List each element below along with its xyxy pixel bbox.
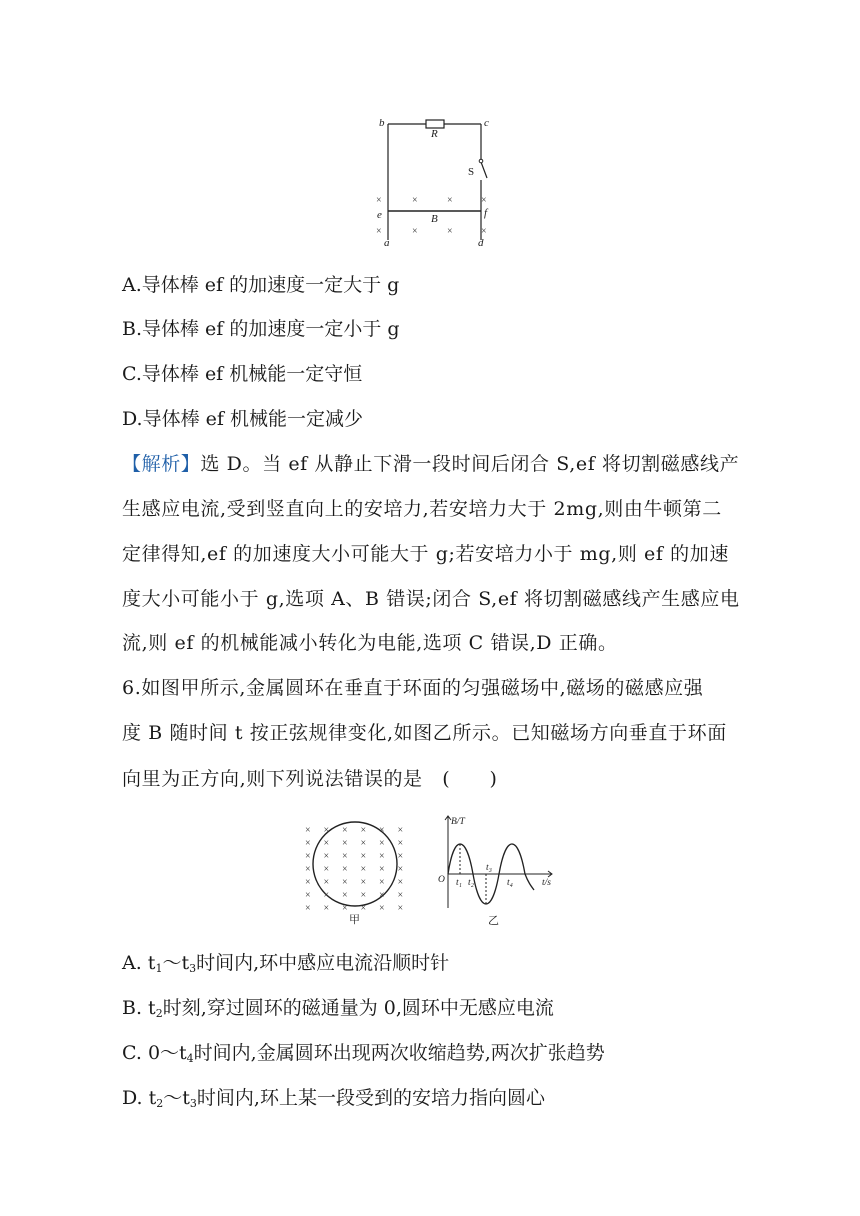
q6-option-d: D. $t_2\sim t_3$时间内,环上某一段受到的安培力指向圆心 — [122, 1087, 545, 1110]
field-cross: × — [305, 851, 311, 862]
q6-stem-line-1: 6.如图甲所示,金属圆环在垂直于环面的匀强磁场中,磁场的磁感应强 — [122, 677, 704, 699]
field-cross: × — [323, 890, 330, 901]
field-cross: × — [323, 851, 330, 862]
field-cross: × — [305, 838, 311, 849]
q6-option-b: B. $t_2$时刻,穿过圆环的磁通量为 0,圆环中无感应电流 — [122, 997, 554, 1020]
tick-t1: t₁ — [456, 878, 462, 888]
q6-stem-line-3: 向里为正方向,则下列说法错误的是 ( ) — [122, 768, 498, 790]
x-axis-label: t/s — [542, 878, 551, 888]
field-cross: × — [360, 838, 367, 849]
label-c: c — [484, 117, 489, 129]
field-cross: × — [379, 838, 385, 849]
label-S: S — [468, 166, 475, 178]
field-cross: × — [360, 877, 367, 888]
analysis-line-5: 流,则 ef 的机械能减小转化为电能,选项 C 错误,D 正确。 — [122, 632, 618, 654]
y-axis-label: B/T — [451, 817, 465, 827]
label-e: e — [377, 209, 382, 221]
svg-text:×: × — [481, 195, 487, 206]
field-cross: × — [305, 825, 311, 836]
field-cross: × — [323, 877, 330, 888]
field-cross: × — [342, 825, 348, 836]
tick-t2: t₂ — [468, 878, 474, 888]
svg-text:×: × — [412, 226, 418, 237]
field-cross: × — [397, 864, 404, 875]
svg-text:×: × — [481, 226, 487, 237]
field-cross: × — [342, 903, 348, 914]
svg-text:×: × — [376, 195, 382, 206]
field-cross: × — [397, 851, 404, 862]
field-cross: × — [323, 903, 330, 914]
origin-label: O — [438, 875, 445, 885]
field-cross: × — [397, 838, 404, 849]
field-cross: × — [323, 825, 330, 836]
field-cross: × — [342, 864, 348, 875]
label-b: b — [379, 117, 385, 129]
label-a: a — [384, 237, 390, 249]
caption-yi: 乙 — [488, 914, 499, 927]
q6-option-c: C. $0\sim t_4$时间内,金属圆环出现两次收缩趋势,两次扩张趋势 — [122, 1042, 605, 1065]
field-cross: × — [397, 877, 404, 888]
svg-text:×: × — [447, 195, 453, 206]
field-cross: × — [342, 851, 348, 862]
label-d: d — [478, 237, 484, 249]
field-cross: × — [397, 825, 404, 836]
analysis-tag: 【解析】 — [122, 453, 201, 475]
analysis-line-4: 度大小可能小于 g,选项 A、B 错误;闭合 S,ef 将切割磁感线产生感应电 — [122, 588, 740, 610]
field-cross: × — [379, 890, 385, 901]
sine-graph-figure — [430, 812, 562, 928]
field-cross: × — [360, 903, 367, 914]
field-cross: × — [342, 890, 348, 901]
field-cross: × — [379, 825, 385, 836]
field-cross: × — [342, 838, 348, 849]
svg-text:×: × — [447, 226, 453, 237]
field-cross: × — [305, 890, 311, 901]
field-cross: × — [323, 838, 330, 849]
field-cross: × — [305, 903, 311, 914]
label-B: B — [431, 213, 438, 225]
caption-jia: 甲 — [349, 913, 360, 926]
svg-text:×: × — [412, 195, 418, 206]
analysis-line-2: 生感应电流,受到竖直向上的安培力,若安培力大于 2mg,则由牛顿第二 — [122, 498, 722, 520]
field-cross: × — [397, 903, 404, 914]
field-cross: × — [360, 864, 367, 875]
label-f: f — [484, 207, 488, 219]
field-cross: × — [360, 851, 367, 862]
svg-text:×: × — [376, 226, 382, 237]
field-cross: × — [323, 864, 330, 875]
q5-option-b: B.导体棒 ef 的加速度一定小于 g — [122, 318, 400, 340]
field-cross: × — [379, 864, 385, 875]
circuit-figure — [360, 110, 510, 250]
field-cross: × — [379, 851, 385, 862]
tick-t3: t₃ — [486, 863, 492, 873]
field-cross: × — [379, 903, 385, 914]
tick-t4: t₄ — [507, 878, 513, 888]
label-R: R — [431, 128, 438, 140]
q5-option-a: A.导体棒 ef 的加速度一定大于 g — [122, 274, 400, 296]
field-cross: × — [342, 877, 348, 888]
field-cross: × — [305, 877, 311, 888]
field-cross: × — [360, 825, 367, 836]
field-cross: × — [379, 877, 385, 888]
q6-option-a: A. $t_1\sim t_3$时间内,环中感应电流沿顺时针 — [122, 952, 450, 975]
field-cross: × — [360, 890, 367, 901]
field-cross: × — [305, 864, 311, 875]
q6-stem-line-2: 度 B 随时间 t 按正弦规律变化,如图乙所示。已知磁场方向垂直于环面 — [122, 722, 727, 744]
ring-in-field-figure — [298, 815, 414, 927]
analysis-line-1: 【解析】选 D。当 ef 从静止下滑一段时间后闭合 S,ef 将切割磁感线产 — [122, 453, 740, 475]
q5-option-d: D.导体棒 ef 机械能一定减少 — [122, 408, 363, 430]
q5-option-c: C.导体棒 ef 机械能一定守恒 — [122, 363, 363, 385]
field-cross: × — [397, 890, 404, 901]
analysis-line-3: 定律得知,ef 的加速度大小可能大于 g;若安培力小于 mg,则 ef 的加速 — [122, 543, 729, 565]
